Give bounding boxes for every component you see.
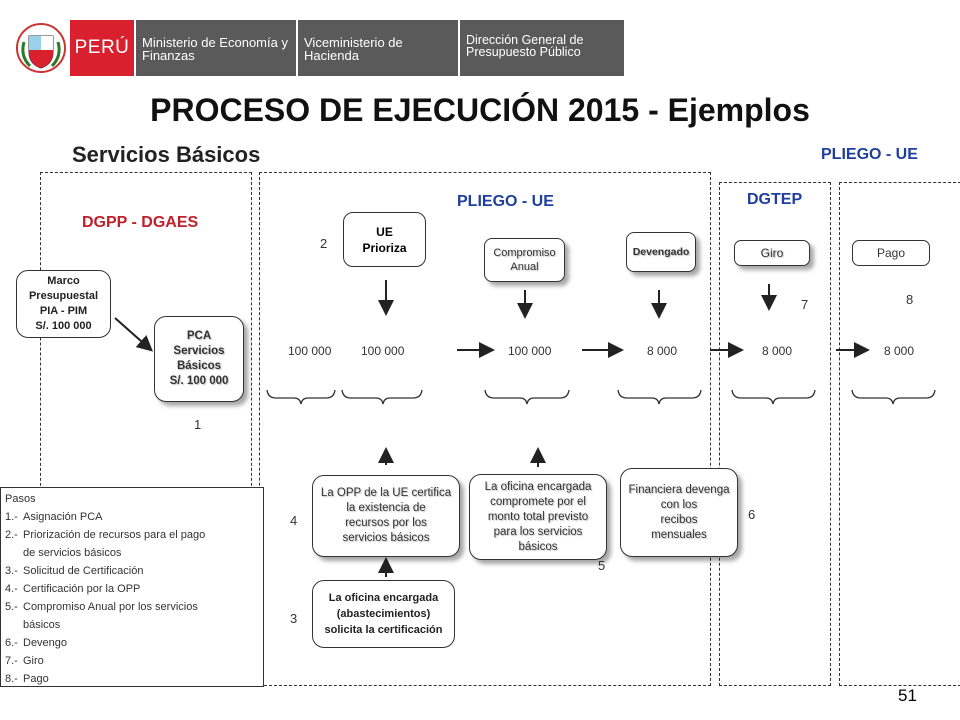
compromete-line-4: para los servicios — [493, 525, 583, 538]
pasos-title: Pasos — [5, 493, 36, 505]
pca-box — [154, 316, 244, 402]
pasos-item-number — [5, 616, 23, 634]
step-number-5: 5 — [598, 558, 606, 573]
pasos-item — [5, 652, 259, 670]
ue-prioriza-box — [343, 212, 426, 267]
opp-line-3: recursos por los — [345, 517, 427, 529]
pasos-item-number: 1.- — [5, 511, 18, 523]
pago-label: Pago — [876, 246, 906, 260]
amount-1: 100 000 — [288, 344, 332, 358]
amount-2: 100 000 — [361, 344, 405, 358]
pasos-item-text: Asignación PCA — [23, 511, 103, 523]
viceministerio-box: Viceministerio de Hacienda — [298, 20, 458, 76]
pasos-item-text: Pago — [23, 673, 49, 685]
oficina-compromete-box — [469, 474, 607, 560]
peru-label: PERÚ — [74, 37, 130, 58]
pasos-item — [5, 562, 259, 580]
page-number: 51 — [898, 686, 917, 705]
pago-box — [852, 240, 930, 266]
solicita-line-2: (abastecimientos) — [336, 608, 431, 620]
pca-line-1: PCA — [186, 330, 212, 342]
pasos-item — [5, 634, 259, 652]
pca-line-4: S/. 100 000 — [169, 375, 229, 387]
marco-line-4: S/. 100 000 — [35, 320, 92, 332]
subtitle: Servicios Básicos — [72, 142, 261, 167]
step-number-3: 3 — [290, 611, 298, 626]
ue-prioriza-line-1: UE — [376, 224, 393, 239]
arrow-marco-pca — [115, 318, 150, 349]
compromete-line-3: monto total previsto — [487, 510, 589, 523]
compromiso-line-2: Anual — [510, 261, 539, 273]
pasos-item-text: básicos — [23, 619, 61, 631]
pasos-item-text: Solicitud de Certificación — [23, 565, 144, 577]
giro-box — [734, 240, 810, 266]
amount-4: 8 000 — [647, 344, 678, 358]
pasos-item — [5, 616, 259, 634]
pasos-item-text: Priorización de recursos para el pago — [23, 529, 206, 541]
pasos-item-number: 3.- — [5, 565, 18, 577]
pasos-item-text: Certificación por la OPP — [23, 583, 141, 595]
marco-presupuestal-box — [16, 270, 111, 338]
devengado-label: Devengado — [632, 245, 690, 258]
compromete-line-1: La oficina encargada — [484, 480, 592, 493]
step-number-1: 1 — [194, 417, 202, 432]
step-number-6: 6 — [748, 507, 756, 522]
pasos-item-number — [5, 544, 23, 562]
marco-line-2: Presupuestal — [28, 290, 99, 302]
pasos-item — [5, 670, 259, 688]
amount-3: 100 000 — [508, 344, 552, 358]
pasos-item — [5, 580, 259, 598]
step-number-4: 4 — [290, 513, 298, 528]
page-title: PROCESO DE EJECUCIÓN 2015 - Ejemplos — [150, 92, 810, 128]
financiera-devenga-box — [620, 468, 738, 557]
compromete-line-2: compromete por el — [490, 495, 586, 508]
step-number-8: 8 — [906, 292, 914, 307]
compromiso-line-1: Compromiso — [493, 247, 556, 259]
pasos-item-text: Compromiso Anual por los servicios — [23, 601, 198, 613]
pasos-item-text: de servicios básicos — [23, 547, 122, 559]
compromiso-anual-box — [484, 238, 565, 282]
pliego-ue-label: PLIEGO - UE — [457, 193, 554, 210]
marco-line-1: Marco — [47, 275, 80, 287]
pasos-item-number: 8.- — [5, 673, 18, 685]
pasos-item-text: Giro — [23, 655, 44, 667]
dgpp-dgaes-label: DGPP - DGAES — [82, 214, 199, 231]
pasos-item — [5, 508, 259, 526]
ue-prioriza-line-2: Prioriza — [362, 240, 407, 255]
pca-line-3: Básicos — [176, 360, 222, 372]
financiera-line-3: recibos — [660, 513, 698, 526]
pasos-item — [5, 526, 259, 544]
opp-line-2: la existencia de — [346, 502, 426, 514]
pasos-item — [5, 544, 259, 562]
financiera-line-2: con los — [660, 498, 698, 511]
solicita-line-3: solicita la certificación — [324, 624, 443, 636]
pasos-item-number: 7.- — [5, 655, 18, 667]
direccion-box: Dirección General de Presupuesto Público — [460, 20, 624, 76]
pasos-item-number: 5.- — [5, 601, 18, 613]
pasos-item-text: Devengo — [23, 637, 68, 649]
compromete-line-5: básicos — [518, 540, 558, 553]
pca-line-2: Servicios — [173, 345, 225, 357]
devengado-box — [626, 232, 696, 272]
pasos-legend — [0, 487, 264, 687]
pasos-item-number: 2.- — [5, 529, 18, 541]
pliego-ue-top-label: PLIEGO - UE — [821, 146, 918, 163]
pasos-item-number: 6.- — [5, 637, 18, 649]
solicita-line-1: La oficina encargada — [328, 592, 439, 604]
step-number-2: 2 — [320, 236, 328, 251]
financiera-line-4: mensuales — [651, 528, 707, 541]
giro-label: Giro — [760, 245, 784, 260]
ministerio-box: Ministerio de Economía y Finanzas — [136, 20, 296, 76]
opp-line-1: La OPP de la UE certifica — [320, 487, 452, 499]
opp-line-4: servicios básicos — [342, 532, 430, 544]
opp-certifica-box — [312, 475, 460, 557]
oficina-solicita-box — [312, 580, 455, 648]
financiera-line-1: Financiera devenga — [628, 483, 730, 496]
dgtep-label: DGTEP — [747, 191, 803, 208]
amount-5: 8 000 — [762, 344, 793, 358]
pasos-item — [5, 598, 259, 616]
step-number-7: 7 — [801, 297, 809, 312]
amount-6: 8 000 — [884, 344, 915, 358]
pasos-item-number: 4.- — [5, 583, 18, 595]
marco-line-3: PIA - PIM — [39, 305, 88, 317]
